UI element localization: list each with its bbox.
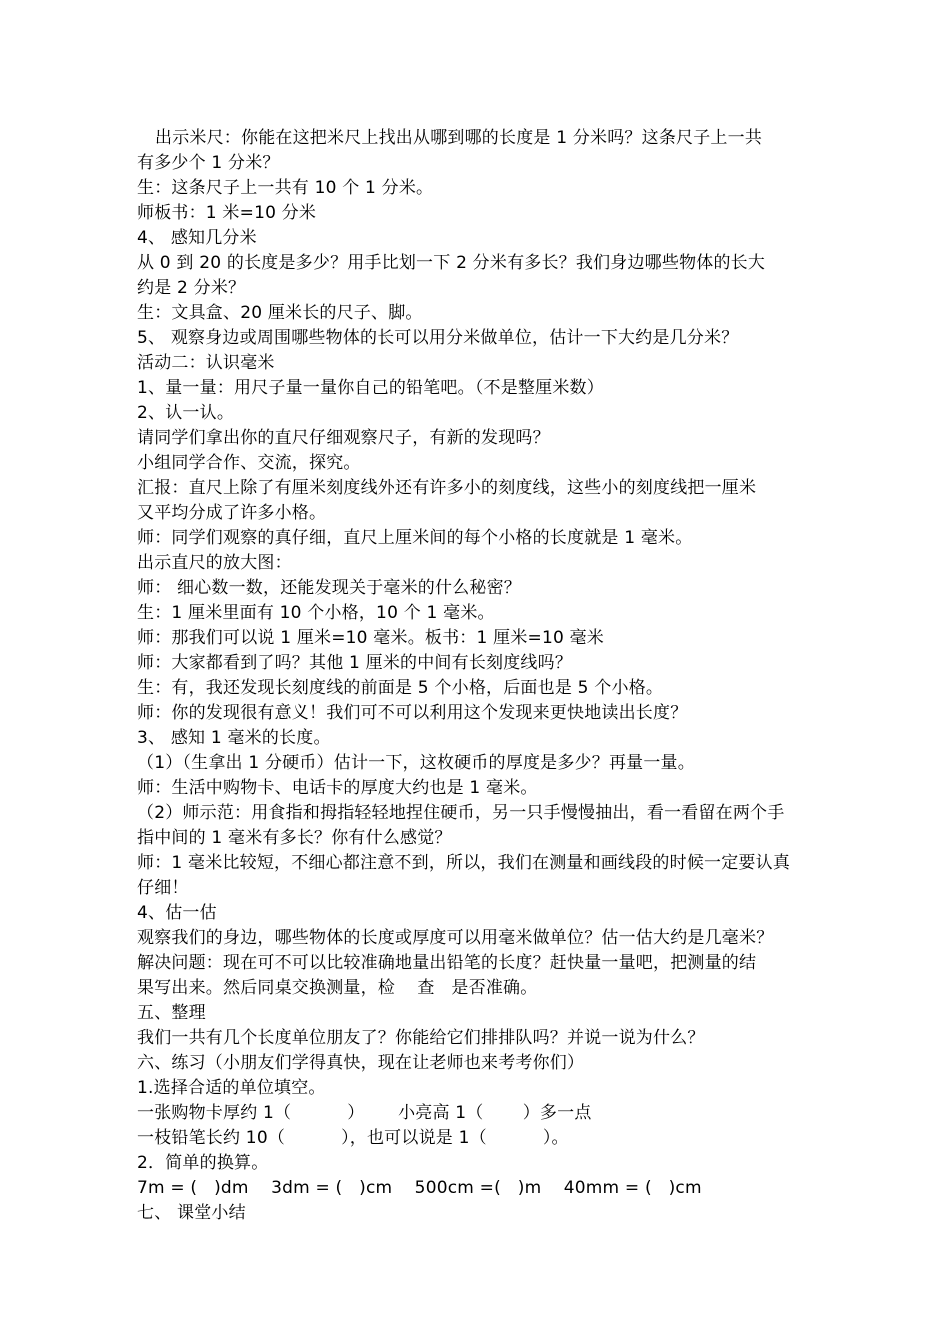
text-line: 出示直尺的放大图： — [137, 553, 292, 573]
text-line: 1.选择合适的单位填空。 — [137, 1078, 326, 1098]
section-heading: 五、整理 — [137, 1003, 206, 1023]
text-line: 出示米尺：你能在这把米尺上找出从哪到哪的长度是 1 分米吗？这条尺子上一共 — [155, 128, 763, 148]
text-line: 生：这条尺子上一共有 10 个 1 分米。 — [137, 178, 434, 198]
text-line: 师：那我们可以说 1 厘米=10 毫米。板书：1 厘米=10 毫米 — [137, 628, 605, 648]
text-line: 生：有，我还发现长刻度线的前面是 5 个小格，后面也是 5 个小格。 — [137, 678, 664, 698]
text-line: 2．简单的换算。 — [137, 1153, 269, 1173]
section-heading: 4、 感知几分米 — [137, 228, 257, 248]
text-line: 师：大家都看到了吗？其他 1 厘米的中间有长刻度线吗？ — [137, 653, 573, 673]
text-line: 约是 2 分米？ — [137, 278, 246, 298]
text-line: （2）师示范：用食指和拇指轻轻地捏住硬币，另一只手慢慢抽出，看一看留在两个手 — [137, 803, 785, 823]
text-line: 汇报：直尺上除了有厘米刻度线外还有许多小的刻度线，这些小的刻度线把一厘米 — [137, 478, 757, 498]
text-line: 我们一共有几个长度单位朋友了？你能给它们排排队吗？并说一说为什么？ — [137, 1028, 705, 1048]
section-heading: 2、认一认。 — [137, 403, 235, 423]
section-heading: 5、 观察身边或周围哪些物体的长可以用分米做单位，估计一下大约是几分米？ — [137, 328, 739, 348]
text-line: 7m = ( )dm 3dm = ( )cm 500cm =( )m 40mm = ( )cm — [137, 1178, 702, 1198]
text-line: 观察我们的身边，哪些物体的长度或厚度可以用毫米做单位？估一估大约是几毫米？ — [137, 928, 774, 948]
text-line: 师：同学们观察的真仔细，直尺上厘米间的每个小格的长度就是 1 毫米。 — [137, 528, 693, 548]
text-line: 解决问题：现在可不可以比较准确地量出铅笔的长度？赶快量一量吧，把测量的结 — [137, 953, 757, 973]
text-line: 指中间的 1 毫米有多长？你有什么感觉？ — [137, 828, 452, 848]
text-line: 生：文具盒、20 厘米长的尺子、脚。 — [137, 303, 423, 323]
text-line: 请同学们拿出你的直尺仔细观察尺子，有新的发现吗？ — [137, 428, 550, 448]
text-line: 师板书：1 米=10 分米 — [137, 203, 317, 223]
text-line: 师：你的发现很有意义！我们可不可以利用这个发现来更快地读出长度？ — [137, 703, 688, 723]
text-line: 果写出来。然后同桌交换测量，检 查 是否准确。 — [137, 978, 538, 998]
text-line: 又平均分成了许多小格。 — [137, 503, 327, 523]
text-line: 从 0 到 20 的长度是多少？用手比划一下 2 分米有多长？我们身边哪些物体的长大 — [137, 253, 766, 273]
section-heading: 4、估一估 — [137, 903, 217, 923]
text-line: 师：生活中购物卡、电话卡的厚度大约也是 1 毫米。 — [137, 778, 538, 798]
section-heading: 六、练习（小朋友们学得真快，现在让老师也来考考你们） — [137, 1053, 585, 1073]
text-line: 师： 细心数一数，还能发现关于毫米的什么秘密？ — [137, 578, 522, 598]
section-heading: 七、 课堂小结 — [137, 1203, 246, 1223]
section-heading: 3、 感知 1 毫米的长度。 — [137, 728, 331, 748]
text-line: （1）（生拿出 1 分硬币）估计一下，这枚硬币的厚度是多少？再量一量。 — [137, 753, 695, 773]
text-line: 一张购物卡厚约 1（ ） 小亮高 1（ ）多一点 — [137, 1103, 592, 1123]
text-line: 仔细！ — [137, 878, 189, 898]
section-heading: 活动二：认识毫米 — [137, 353, 275, 373]
text-line: 一枝铅笔长约 10（ ），也可以说是 1（ ）。 — [137, 1128, 569, 1148]
text-line: 生：1 厘米里面有 10 个小格，10 个 1 毫米。 — [137, 603, 495, 623]
text-line: 有多少个 1 分米？ — [137, 153, 280, 173]
text-line: 师：1 毫米比较短，不细心都注意不到，所以，我们在测量和画线段的时候一定要认真 — [137, 853, 791, 873]
text-line: 小组同学合作、交流，探究。 — [137, 453, 361, 473]
text-line: 1、量一量：用尺子量一量你自己的铅笔吧。（不是整厘米数） — [137, 378, 604, 398]
